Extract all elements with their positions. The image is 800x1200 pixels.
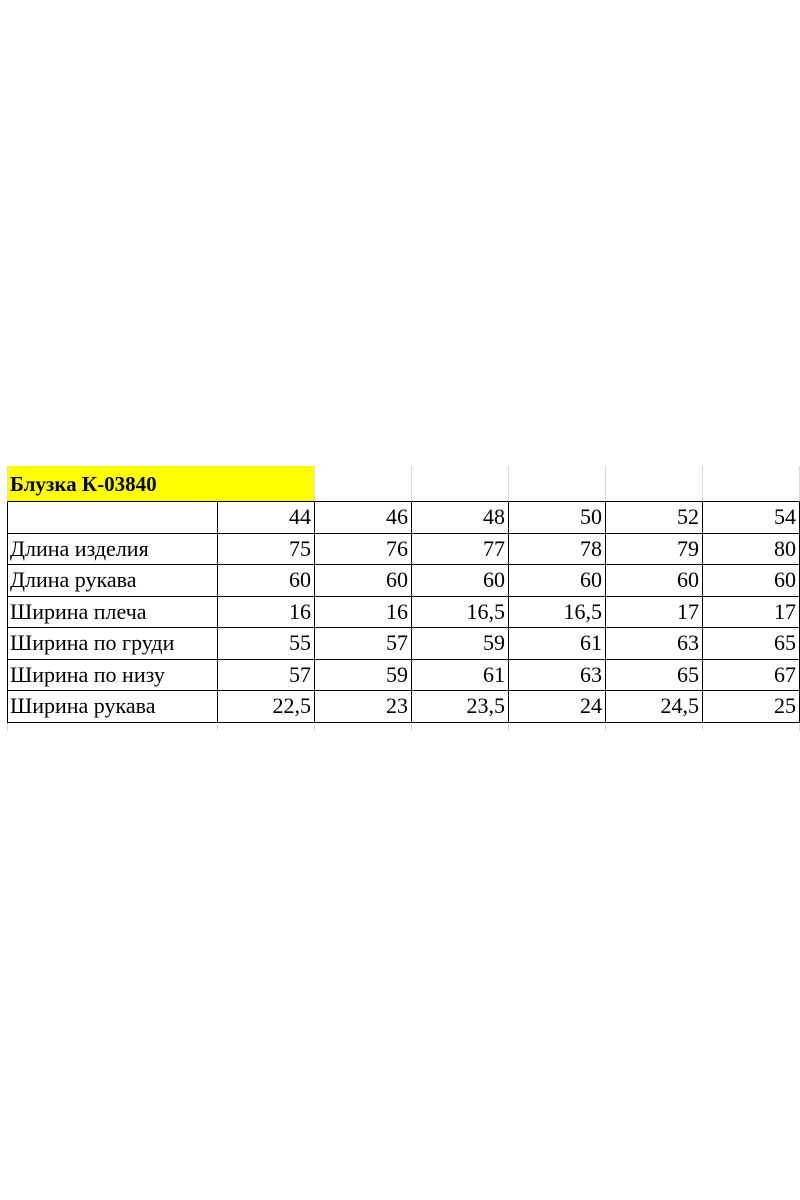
measurement-value[interactable]: 25	[703, 691, 800, 723]
measurement-value[interactable]: 55	[218, 628, 315, 660]
measurement-value[interactable]: 60	[509, 565, 606, 597]
measurement-value[interactable]: 17	[606, 597, 703, 629]
product-title[interactable]: Блузка К-03840	[7, 466, 315, 502]
measurement-value[interactable]: 16,5	[509, 597, 606, 629]
measurement-value[interactable]: 61	[509, 628, 606, 660]
measurement-value[interactable]: 80	[703, 534, 800, 566]
measurement-value[interactable]: 60	[606, 565, 703, 597]
measurement-label[interactable]: Ширина рукава	[7, 691, 218, 723]
size-header-cell[interactable]: 52	[606, 502, 703, 534]
measurement-value[interactable]: 60	[412, 565, 509, 597]
measurement-value[interactable]: 78	[509, 534, 606, 566]
measurement-value[interactable]: 60	[218, 565, 315, 597]
header-corner-cell[interactable]	[7, 502, 218, 534]
empty-cell[interactable]	[509, 466, 606, 502]
size-header-row	[7, 502, 800, 534]
measurement-value[interactable]: 22,5	[218, 691, 315, 723]
empty-cell	[218, 723, 315, 731]
empty-cell	[509, 723, 606, 731]
table-row	[7, 565, 800, 597]
size-header-cell[interactable]: 46	[315, 502, 412, 534]
measurement-value[interactable]: 63	[606, 628, 703, 660]
measurement-value[interactable]: 57	[218, 660, 315, 692]
table-row	[7, 628, 800, 660]
measurement-value[interactable]: 60	[315, 565, 412, 597]
table-row	[7, 691, 800, 723]
empty-cell[interactable]	[412, 466, 509, 502]
measurement-value[interactable]: 16,5	[412, 597, 509, 629]
measurement-value[interactable]: 24,5	[606, 691, 703, 723]
size-header-cell[interactable]: 44	[218, 502, 315, 534]
measurement-label[interactable]: Длина рукава	[7, 565, 218, 597]
measurement-value[interactable]: 57	[315, 628, 412, 660]
measurement-value[interactable]: 23	[315, 691, 412, 723]
measurement-value[interactable]: 16	[218, 597, 315, 629]
measurement-value[interactable]: 59	[315, 660, 412, 692]
measurement-value[interactable]: 59	[412, 628, 509, 660]
measurement-value[interactable]: 24	[509, 691, 606, 723]
measurement-value[interactable]: 75	[218, 534, 315, 566]
measurement-value[interactable]: 16	[315, 597, 412, 629]
measurement-label[interactable]: Длина изделия	[7, 534, 218, 566]
size-table	[7, 502, 800, 723]
empty-cell	[606, 723, 703, 731]
size-header-cell[interactable]: 48	[412, 502, 509, 534]
measurement-value[interactable]: 67	[703, 660, 800, 692]
size-chart-sheet	[7, 466, 800, 731]
measurement-label[interactable]: Ширина по груди	[7, 628, 218, 660]
table-row	[7, 597, 800, 629]
gridline-stub-row	[7, 723, 800, 731]
measurement-label[interactable]: Ширина плеча	[7, 597, 218, 629]
empty-cell[interactable]	[703, 466, 800, 502]
measurement-value[interactable]: 23,5	[412, 691, 509, 723]
measurement-value[interactable]: 60	[703, 565, 800, 597]
empty-cell[interactable]	[315, 466, 412, 502]
measurement-value[interactable]: 79	[606, 534, 703, 566]
measurement-value[interactable]: 65	[703, 628, 800, 660]
empty-cell[interactable]	[606, 466, 703, 502]
title-row	[7, 466, 800, 502]
measurement-value[interactable]: 77	[412, 534, 509, 566]
empty-cell	[7, 723, 218, 731]
measurement-value[interactable]: 76	[315, 534, 412, 566]
measurement-label[interactable]: Ширина по низу	[7, 660, 218, 692]
empty-cell	[315, 723, 412, 731]
size-header-cell[interactable]: 50	[509, 502, 606, 534]
table-row	[7, 534, 800, 566]
table-row	[7, 660, 800, 692]
measurement-value[interactable]: 65	[606, 660, 703, 692]
measurement-value[interactable]: 17	[703, 597, 800, 629]
empty-cell	[703, 723, 800, 731]
measurement-value[interactable]: 63	[509, 660, 606, 692]
empty-cell	[412, 723, 509, 731]
size-header-cell[interactable]: 54	[703, 502, 800, 534]
measurement-value[interactable]: 61	[412, 660, 509, 692]
